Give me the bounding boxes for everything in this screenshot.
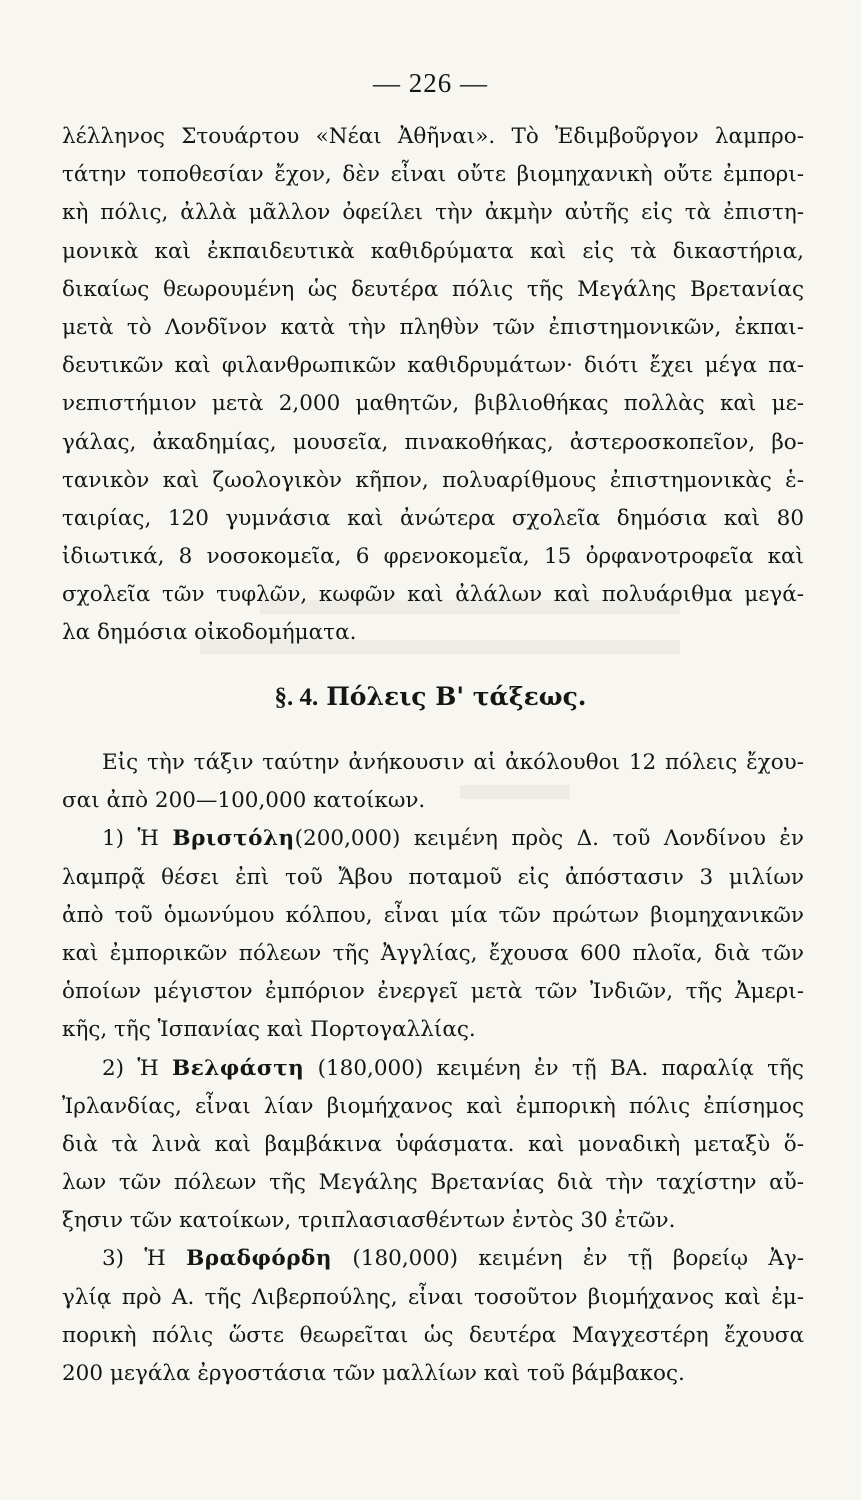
- entry-marker: 3) Ἡ: [102, 1246, 166, 1272]
- section-number: §. 4.: [274, 684, 319, 711]
- page-number: — 226 —: [373, 68, 488, 98]
- text-line: γάλας, ἀκαδημίας, μουσεῖα, πινακοθήκας, ἀστεροσκοπεῖον, βο-: [62, 429, 804, 455]
- text-line: δευτικῶν καὶ φιλανθρωπικῶν καθιδρυμάτων· διότι ἔχει μέγα πα-: [62, 353, 804, 379]
- entry-first-line: [62, 820, 804, 858]
- city-name: Βραδφόρδη: [186, 1246, 333, 1272]
- text-line: καὶ ἐμπορικῶν πόλεων τῆς Ἀγγλίας, ἔχουσα 600 πλοῖα, διὰ τῶν: [62, 940, 804, 966]
- text-line: λέλληνος Στουάρτου «Νέαι Ἀθῆναι». Τὸ Ἐδιμβοῦργον λαμπρο-: [62, 124, 804, 149]
- text-line: σχολεῖα τῶν τυφλῶν, κωφῶν καὶ ἀλάλων καὶ πολυάριθμα μεγά-: [62, 582, 804, 608]
- text-line: διὰ τὰ λινὰ καὶ βαμβάκινα ὑφάσματα. καὶ μοναδικὴ μεταξὺ ὅ-: [62, 1131, 804, 1157]
- section-heading: [0, 678, 861, 717]
- text-line: 200 μεγάλα ἐργοστάσια τῶν μαλλίων καὶ τοῦ βάμβακος.: [62, 1361, 685, 1386]
- text-line: τάτην τοποθεσίαν ἔχον, δὲν εἶναι οὔτε βιομηχανικὴ οὔτε ἐμπορι-: [62, 162, 804, 188]
- text-line: ταιρίας, 120 γυμνάσια καὶ ἀνώτερα σχολεῖα δημόσια καὶ 80: [62, 505, 804, 531]
- entry-marker: 2) Ἡ: [102, 1055, 159, 1081]
- text-line: ἀπὸ τοῦ ὁμωνύμου κόλπου, εἶναι μία τῶν πρώτων βιομηχανικῶν: [62, 902, 804, 928]
- entry-first-line: [62, 1240, 804, 1278]
- text-line: γλίᾳ πρὸ Α. τῆς Λιβερπούλης, εἶναι τοσοῦτον βιομήχανος καὶ ἐμ-: [62, 1284, 804, 1310]
- text-line: ξησιν τῶν κατοίκων, τριπλασιασθέντων ἐντὸς 30 ἐτῶν.: [62, 1208, 676, 1234]
- text-line: Ἰρλανδίας, εἶναι λίαν βιομήχανος καὶ ἐμπορικὴ πόλις ἐπίσημος: [62, 1093, 804, 1119]
- text-line: δικαίως θεωρουμένη ὡς δευτέρα πόλις τῆς Μεγάλης Βρετανίας: [62, 276, 804, 302]
- entry-text: (180,000) κειμένη ἐν τῇ βορείῳ Ἀγ-: [352, 1246, 805, 1272]
- text-line: ἰδιωτικά, 8 νοσοκομεῖα, 6 φρενοκομεῖα, 15 ὀρφανοτροφεῖα καὶ: [62, 544, 804, 570]
- text-line: κὴ πόλις, ἀλλὰ μᾶλλον ὀφείλει τὴν ἀκμὴν αὐτῆς εἰς τὰ ἐπιστη-: [62, 200, 804, 226]
- section-body: [62, 744, 804, 1393]
- text-line: λα δημόσια οἰκοδομήματα.: [62, 620, 357, 646]
- text-line: Εἰς τὴν τάξιν ταύτην ἀνήκουσιν αἱ ἀκόλουθοι 12 πόλεις ἔχου-: [102, 750, 804, 775]
- city-name: Βελφάστη: [172, 1055, 305, 1081]
- text-line: μονικὰ καὶ ἐκπαιδευτικὰ καθιδρύματα καὶ εἰς τὰ δικαστήρια,: [62, 238, 804, 264]
- text-line: λων τῶν πόλεων τῆς Μεγάλης Βρετανίας διὰ τὴν ταχίστην αὔ-: [62, 1170, 804, 1196]
- section-title: Πόλεις Β' τάξεως.: [326, 682, 587, 711]
- text-line: πορικὴ πόλις ὥστε θεωρεῖται ὡς δευτέρα Μαγχεστέρη ἔχουσα: [62, 1322, 804, 1348]
- entry-text: (200,000) κειμένη πρὸς Δ. τοῦ Λονδίνου ἐν: [294, 826, 805, 852]
- text-line: σαι ἀπὸ 200—100,000 κατοίκων.: [62, 788, 426, 814]
- city-name: Βριστόλη: [172, 826, 295, 852]
- text-line: μετὰ τὸ Λονδῖνον κατὰ τὴν πληθὺν τῶν ἐπιστημονικῶν, ἐκπαι-: [62, 314, 804, 340]
- text-line: λαμπρᾷ θέσει ἐπὶ τοῦ Ἄβου ποταμοῦ εἰς ἀπόστασιν 3 μιλίων: [62, 864, 804, 890]
- text-line: νεπιστήμιον μετὰ 2,000 μαθητῶν, βιβλιοθήκας πολλὰς καὶ με-: [62, 391, 804, 417]
- paragraph-edinburgh: [62, 118, 804, 653]
- text-line: τανικὸν καὶ ζωολογικὸν κῆπον, πολυαρίθμους ἐπιστημονικὰς ἑ-: [62, 467, 804, 493]
- entry-text: (180,000) κειμένη ἐν τῇ ΒΑ. παραλίᾳ τῆς: [317, 1055, 804, 1081]
- entry-marker: 1) Ἡ: [102, 826, 159, 852]
- text-line: κῆς, τῆς Ἱσπανίας καὶ Πορτογαλλίας.: [62, 1017, 476, 1043]
- text-line: ὁποίων μέγιστον ἐμπόριον ἐνεργεῖ μετὰ τῶν Ἰνδιῶν, τῆς Ἀμερι-: [62, 979, 804, 1005]
- entry-first-line: [62, 1050, 804, 1088]
